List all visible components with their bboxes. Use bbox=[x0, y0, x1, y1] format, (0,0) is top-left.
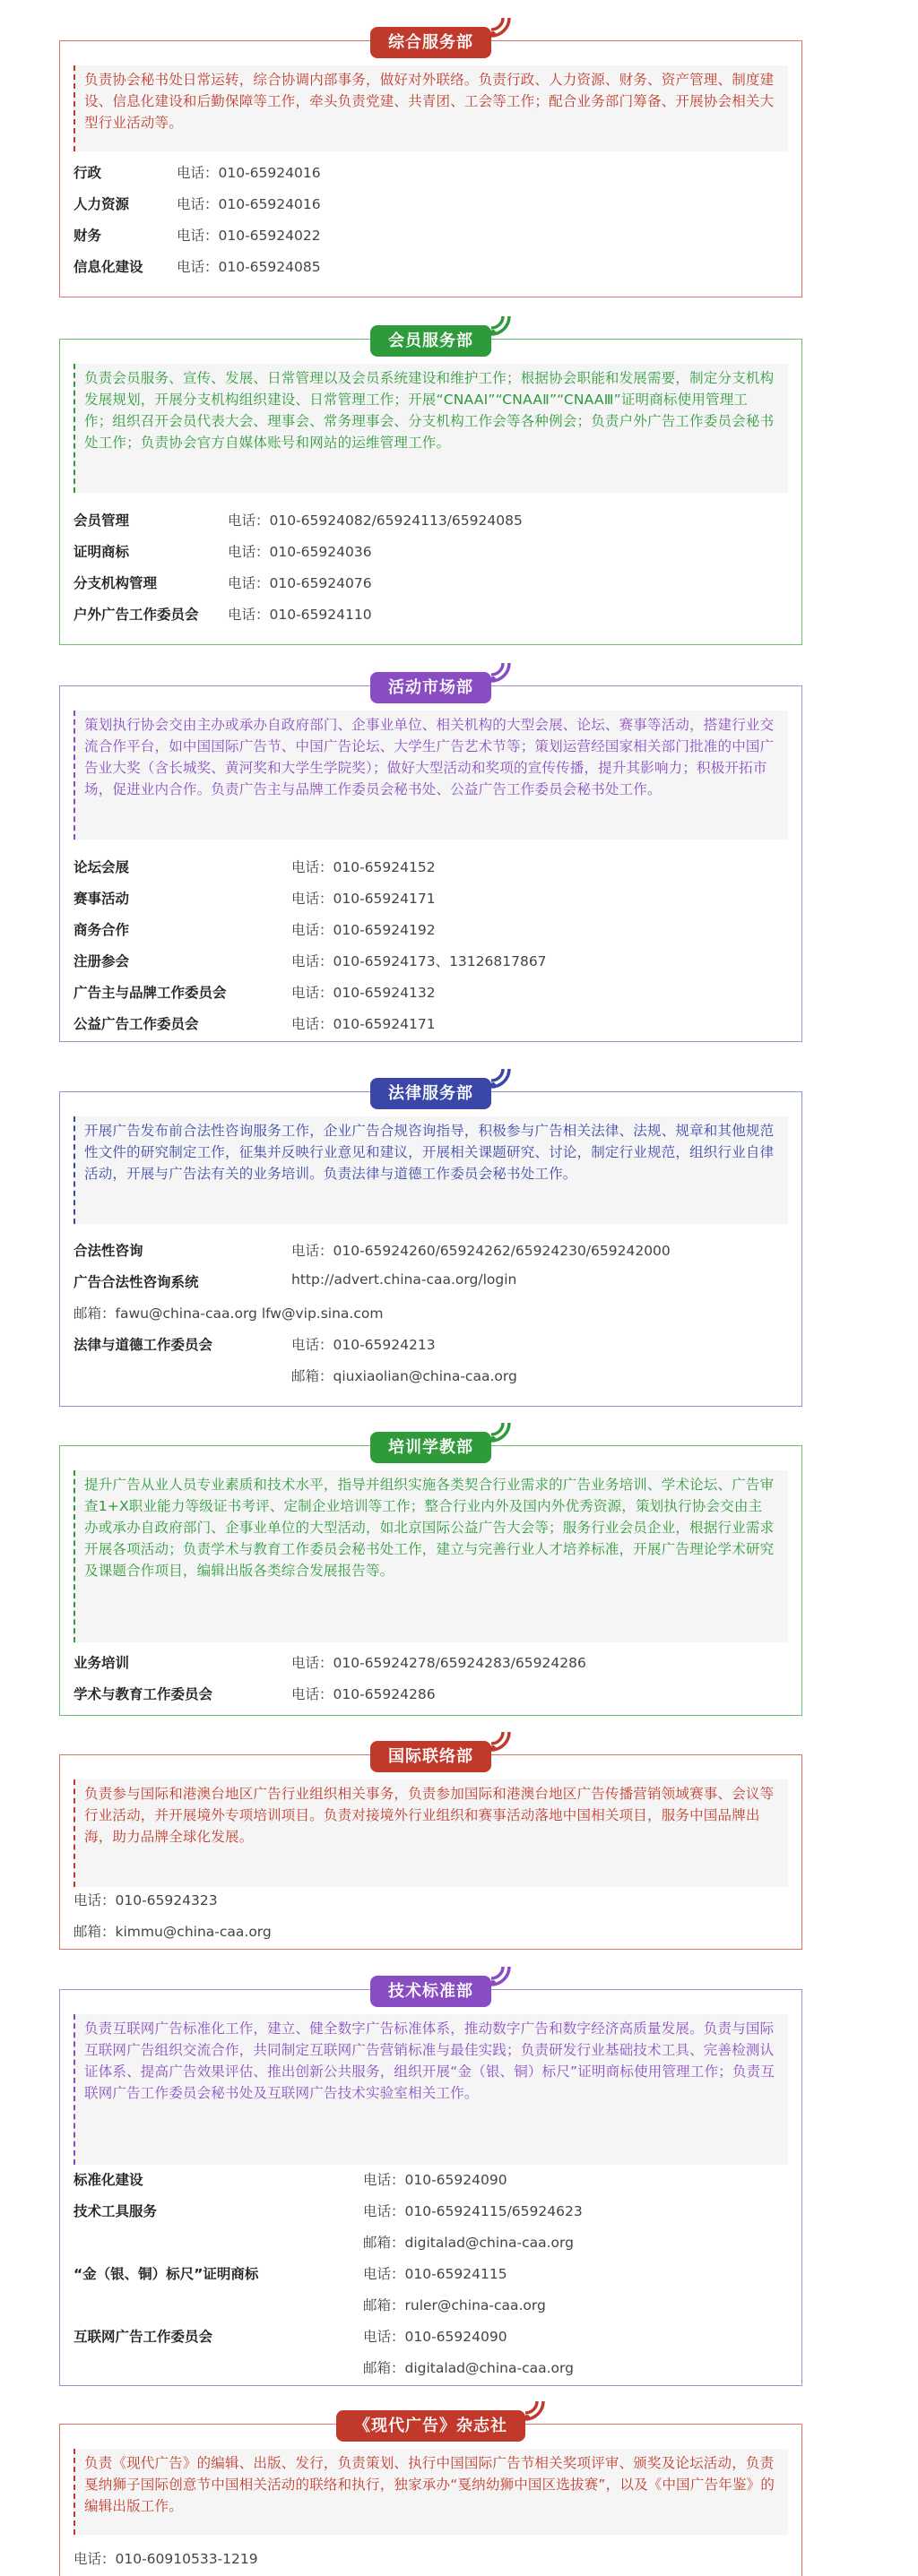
section-title: 《现代广告》杂志社 bbox=[354, 2417, 507, 2435]
section-title-tag bbox=[370, 1078, 491, 1109]
section-title-tag bbox=[370, 1976, 491, 2007]
section-title-tag bbox=[370, 672, 491, 703]
section-description: 提升广告从业人员专业素质和技术水平，指导并组织实施各类契合行业需求的广告业务培训、学术论坛、广告审查1+X职业能力等级证书考评、定制企业培训等工作；整合行业内外及国内外优秀资源，策划执行协会交由主办或承办自政府部门、企事业单位的大型活动，如北京国际公益广告大会等；服务行业会员企业，根据行业需求开展各项活动；负责学术与教育工作委员会秘书处工作，建立与完善行业人才培养标准，开展广告理论学术研究及课题合作项目，编辑出版各类综合发展报告等。 bbox=[74, 1470, 788, 1642]
section-description: 负责《现代广告》的编辑、出版、发行，负责策划、执行中国国际广告节相关奖项评审、颁奖及论坛活动，负责戛纳狮子国际创意节中国相关活动的联络和执行，独家承办“戛纳幼狮中国区选拔赛”，以及《中国广告年鉴》的编辑出版工作。 bbox=[74, 2449, 788, 2535]
contact-email: 邮箱：qiuxiaolian@china-caa.org bbox=[291, 1368, 517, 1384]
section-events-marketing: 活动市场部 策划执行协会交由主办或承办自政府部门、企事业单位、相关机构的大型会展、论坛、赛事等活动，搭建行业交流合作平台，如中国国际广告节、中国广告论坛、大学生广告艺术节等；策划运营经国家相关部门批准的中国广告业大奖（含长城奖、黄河奖和大学生学院奖）；做好大型活动和奖项的宣传传播，提升其影响力；积极开拓市场，促进业内合作。负责广告主与品牌工作委员会秘书处、公益广告工作委员会秘书处工作。 论坛会展 电话：010-65924152 赛事活动 电话：010-65924171 商务合作 电话：010-65924192 注册参会 电话：010-65924173、13126817867 广告主与品牌工作委员会 电话：010-65924132 公益广告工作委员会 电话：010-65924171 bbox=[59, 685, 802, 1042]
section-international-liaison bbox=[59, 1747, 802, 1950]
section-title-tag bbox=[370, 1432, 491, 1463]
section-title-tag bbox=[336, 2410, 525, 2442]
contact-email: 邮箱：digitalad@china-caa.org bbox=[363, 2235, 574, 2251]
contact-email: 邮箱：digitalad@china-caa.org bbox=[363, 2360, 574, 2376]
section-title: 国际联络部 bbox=[388, 1747, 473, 1766]
section-title-tag bbox=[370, 1741, 491, 1772]
section-technical-standards: 技术标准部 负责互联网广告标准化工作，建立、健全数字广告标准体系，推动数字广告和数字经济高质量发展。负责与国际互联网广告组织交流合作，共同制定互联网广告营销标准与最佳实践；负责研发行业基础技术工具、完善检测认证体系、提高广告效果评估、推出创新公共服务，组织开展“金（银、铜）标尺”证明商标使用管理工作；负责互联网广告工作委员会秘书处及互联网广告技术实验室相关工作。 标准化建设 电话：010-65924090 技术工具服务 电话：010-65924115/65924623 邮箱：digitalad@china-caa.org “金（银、铜）标尺”证明商标 电话：010-65924115 邮箱：ruler@china-caa.org 互联网广告工作委员会 电话：010-65924090 邮箱：digitalad@china-caa.org bbox=[59, 1989, 802, 2386]
contact-phone: 电话：010-60910533-1219 bbox=[74, 2551, 258, 2567]
contact-email: 邮箱：ruler@china-caa.org bbox=[363, 2297, 546, 2313]
section-title-tag bbox=[370, 325, 491, 357]
section-description: 开展广告发布前合法性咨询服务工作，企业广告合规咨询指导，积极参与广告相关法律、法规、规章和其他规范性文件的研究制定工作，征集并反映行业意见和建议，开展相关课题研究、讨论，制定行业规范，组织行业自律活动，开展与广告法有关的业务培训。负责法律与道德工作委员会秘书处工作。 bbox=[74, 1116, 788, 1224]
signal-icon bbox=[522, 2398, 547, 2423]
signal-icon bbox=[488, 1419, 513, 1444]
section-title: 技术标准部 bbox=[388, 1982, 473, 2001]
section-description: 负责互联网广告标准化工作，建立、健全数字广告标准体系，推动数字广告和数字经济高质量发展。负责与国际互联网广告组织交流合作，共同制定互联网广告营销标准与最佳实践；负责研发行业基础技术工具、完善检测认证体系、提高广告效果评估、推出创新公共服务，组织开展“金（银、铜）标尺”证明商标使用管理工作；负责互联网广告工作委员会秘书处及互联网广告技术实验室相关工作。 bbox=[74, 2014, 788, 2165]
signal-icon bbox=[488, 1963, 513, 1988]
consult-system-link[interactable]: http://advert.china-caa.org/login bbox=[291, 1271, 517, 1288]
section-title: 培训学教部 bbox=[388, 1438, 473, 1457]
section-general-services: 综合服务部 负责协会秘书处日常运转，综合协调内部事务，做好对外联络。负责行政、人力资源、财务、资产管理、制度建设、信息化建设和后勤保障等工作，牵头负责党建、共青团、工会等工作；配合业务部门筹备、开展协会相关大型行业活动等。 行政 电话：010-65924016 人力资源 电话：010-65924016 财务 电话：010-65924022 信息化建设 电话：010-65924085 bbox=[59, 40, 802, 297]
section-description: 负责协会秘书处日常运转，综合协调内部事务，做好对外联络。负责行政、人力资源、财务、资产管理、制度建设、信息化建设和后勤保障等工作，牵头负责党建、共青团、工会等工作；配合业务部门筹备、开展协会相关大型行业活动等。 bbox=[74, 65, 788, 151]
signal-icon bbox=[488, 1728, 513, 1753]
section-title-tag bbox=[370, 27, 491, 58]
signal-icon bbox=[488, 14, 513, 39]
signal-icon bbox=[488, 313, 513, 338]
contact-phone: 电话：010-65924323 bbox=[74, 1892, 218, 1908]
section-title: 活动市场部 bbox=[388, 678, 473, 697]
section-title: 会员服务部 bbox=[388, 332, 473, 350]
section-member-services: 会员服务部 负责会员服务、宣传、发展、日常管理以及会员系统建设和维护工作；根据协会职能和发展需要，制定分支机构发展规划，开展分支机构组织建设、日常管理工作；开展“CNAAⅠ”“CNAAⅡ”“CNAAⅢ”证明商标使用管理工作；组织召开会员代表大会、理事会、常务理事会、分支机构工作会等各种例会；负责户外广告工作委员会秘书处工作；负责协会官方自媒体账号和网站的运维管理工作。 会员管理 电话：010-65924082/65924113/65924085 证明商标 电话：010-65924036 分支机构管理 电话：010-65924076 户外广告工作委员会 电话：010-65924110 bbox=[59, 339, 802, 645]
section-modern-advertising-magazine bbox=[59, 2417, 802, 2576]
section-training-education: 培训学教部 提升广告从业人员专业素质和技术水平，指导并组织实施各类契合行业需求的广告业务培训、学术论坛、广告审查1+X职业能力等级证书考评、定制企业培训等工作；整合行业内外及国内外优秀资源，策划执行协会交由主办或承办自政府部门、企事业单位的大型活动，如北京国际公益广告大会等；服务行业会员企业，根据行业需求开展各项活动；负责学术与教育工作委员会秘书处工作，建立与完善行业人才培养标准，开展广告理论学术研究及课题合作项目，编辑出版各类综合发展报告等。 业务培训 电话：010-65924278/65924283/65924286 学术与教育工作委员会 电话：010-65924286 bbox=[59, 1445, 802, 1716]
section-title: 综合服务部 bbox=[388, 33, 473, 52]
section-description: 负责参与国际和港澳台地区广告行业组织相关事务，负责参加国际和港澳台地区广告传播营销领域赛事、会议等行业活动，并开展境外专项培训项目。负责对接境外行业组织和赛事活动落地中国相关项目，服务中国品牌出海，助力品牌全球化发展。 bbox=[74, 1779, 788, 1887]
signal-icon bbox=[488, 1065, 513, 1090]
section-description: 策划执行协会交由主办或承办自政府部门、企事业单位、相关机构的大型会展、论坛、赛事等活动，搭建行业交流合作平台，如中国国际广告节、中国广告论坛、大学生广告艺术节等；策划运营经国家相关部门批准的中国广告业大奖（含长城奖、黄河奖和大学生学院奖）；做好大型活动和奖项的宣传传播，提升其影响力；积极开拓市场，促进业内合作。负责广告主与品牌工作委员会秘书处、公益广告工作委员会秘书处工作。 bbox=[74, 711, 788, 840]
section-title: 法律服务部 bbox=[388, 1084, 473, 1103]
signal-icon bbox=[488, 659, 513, 685]
section-description: 负责会员服务、宣传、发展、日常管理以及会员系统建设和维护工作；根据协会职能和发展需要，制定分支机构发展规划，开展分支机构组织建设、日常管理工作；开展“CNAAⅠ”“CNAAⅡ”“CNAAⅢ”证明商标使用管理工作；组织召开会员代表大会、理事会、常务理事会、分支机构工作会等各种例会；负责户外广告工作委员会秘书处工作；负责协会官方自媒体账号和网站的运维管理工作。 bbox=[74, 364, 788, 493]
section-legal-services: 法律服务部 开展广告发布前合法性咨询服务工作，企业广告合规咨询指导，积极参与广告相关法律、法规、规章和其他规范性文件的研究制定工作，征集并反映行业意见和建议，开展相关课题研究、讨论，制定行业规范，组织行业自律活动，开展与广告法有关的业务培训。负责法律与道德工作委员会秘书处工作。 合法性咨询 电话：010-65924260/65924262/65924230/659242000 广告合法性咨询系统 http://advert.china-caa.org/login 邮箱：fawu@china-caa.org lfw@vip.sina.com 法律与道德工作委员会 电话：010-65924213 邮箱：qiuxiaolian@china-caa.org bbox=[59, 1091, 802, 1407]
contact-email: 邮箱：kimmu@china-caa.org bbox=[74, 1924, 272, 1940]
contact-email: 邮箱：fawu@china-caa.org lfw@vip.sina.com bbox=[74, 1305, 384, 1322]
